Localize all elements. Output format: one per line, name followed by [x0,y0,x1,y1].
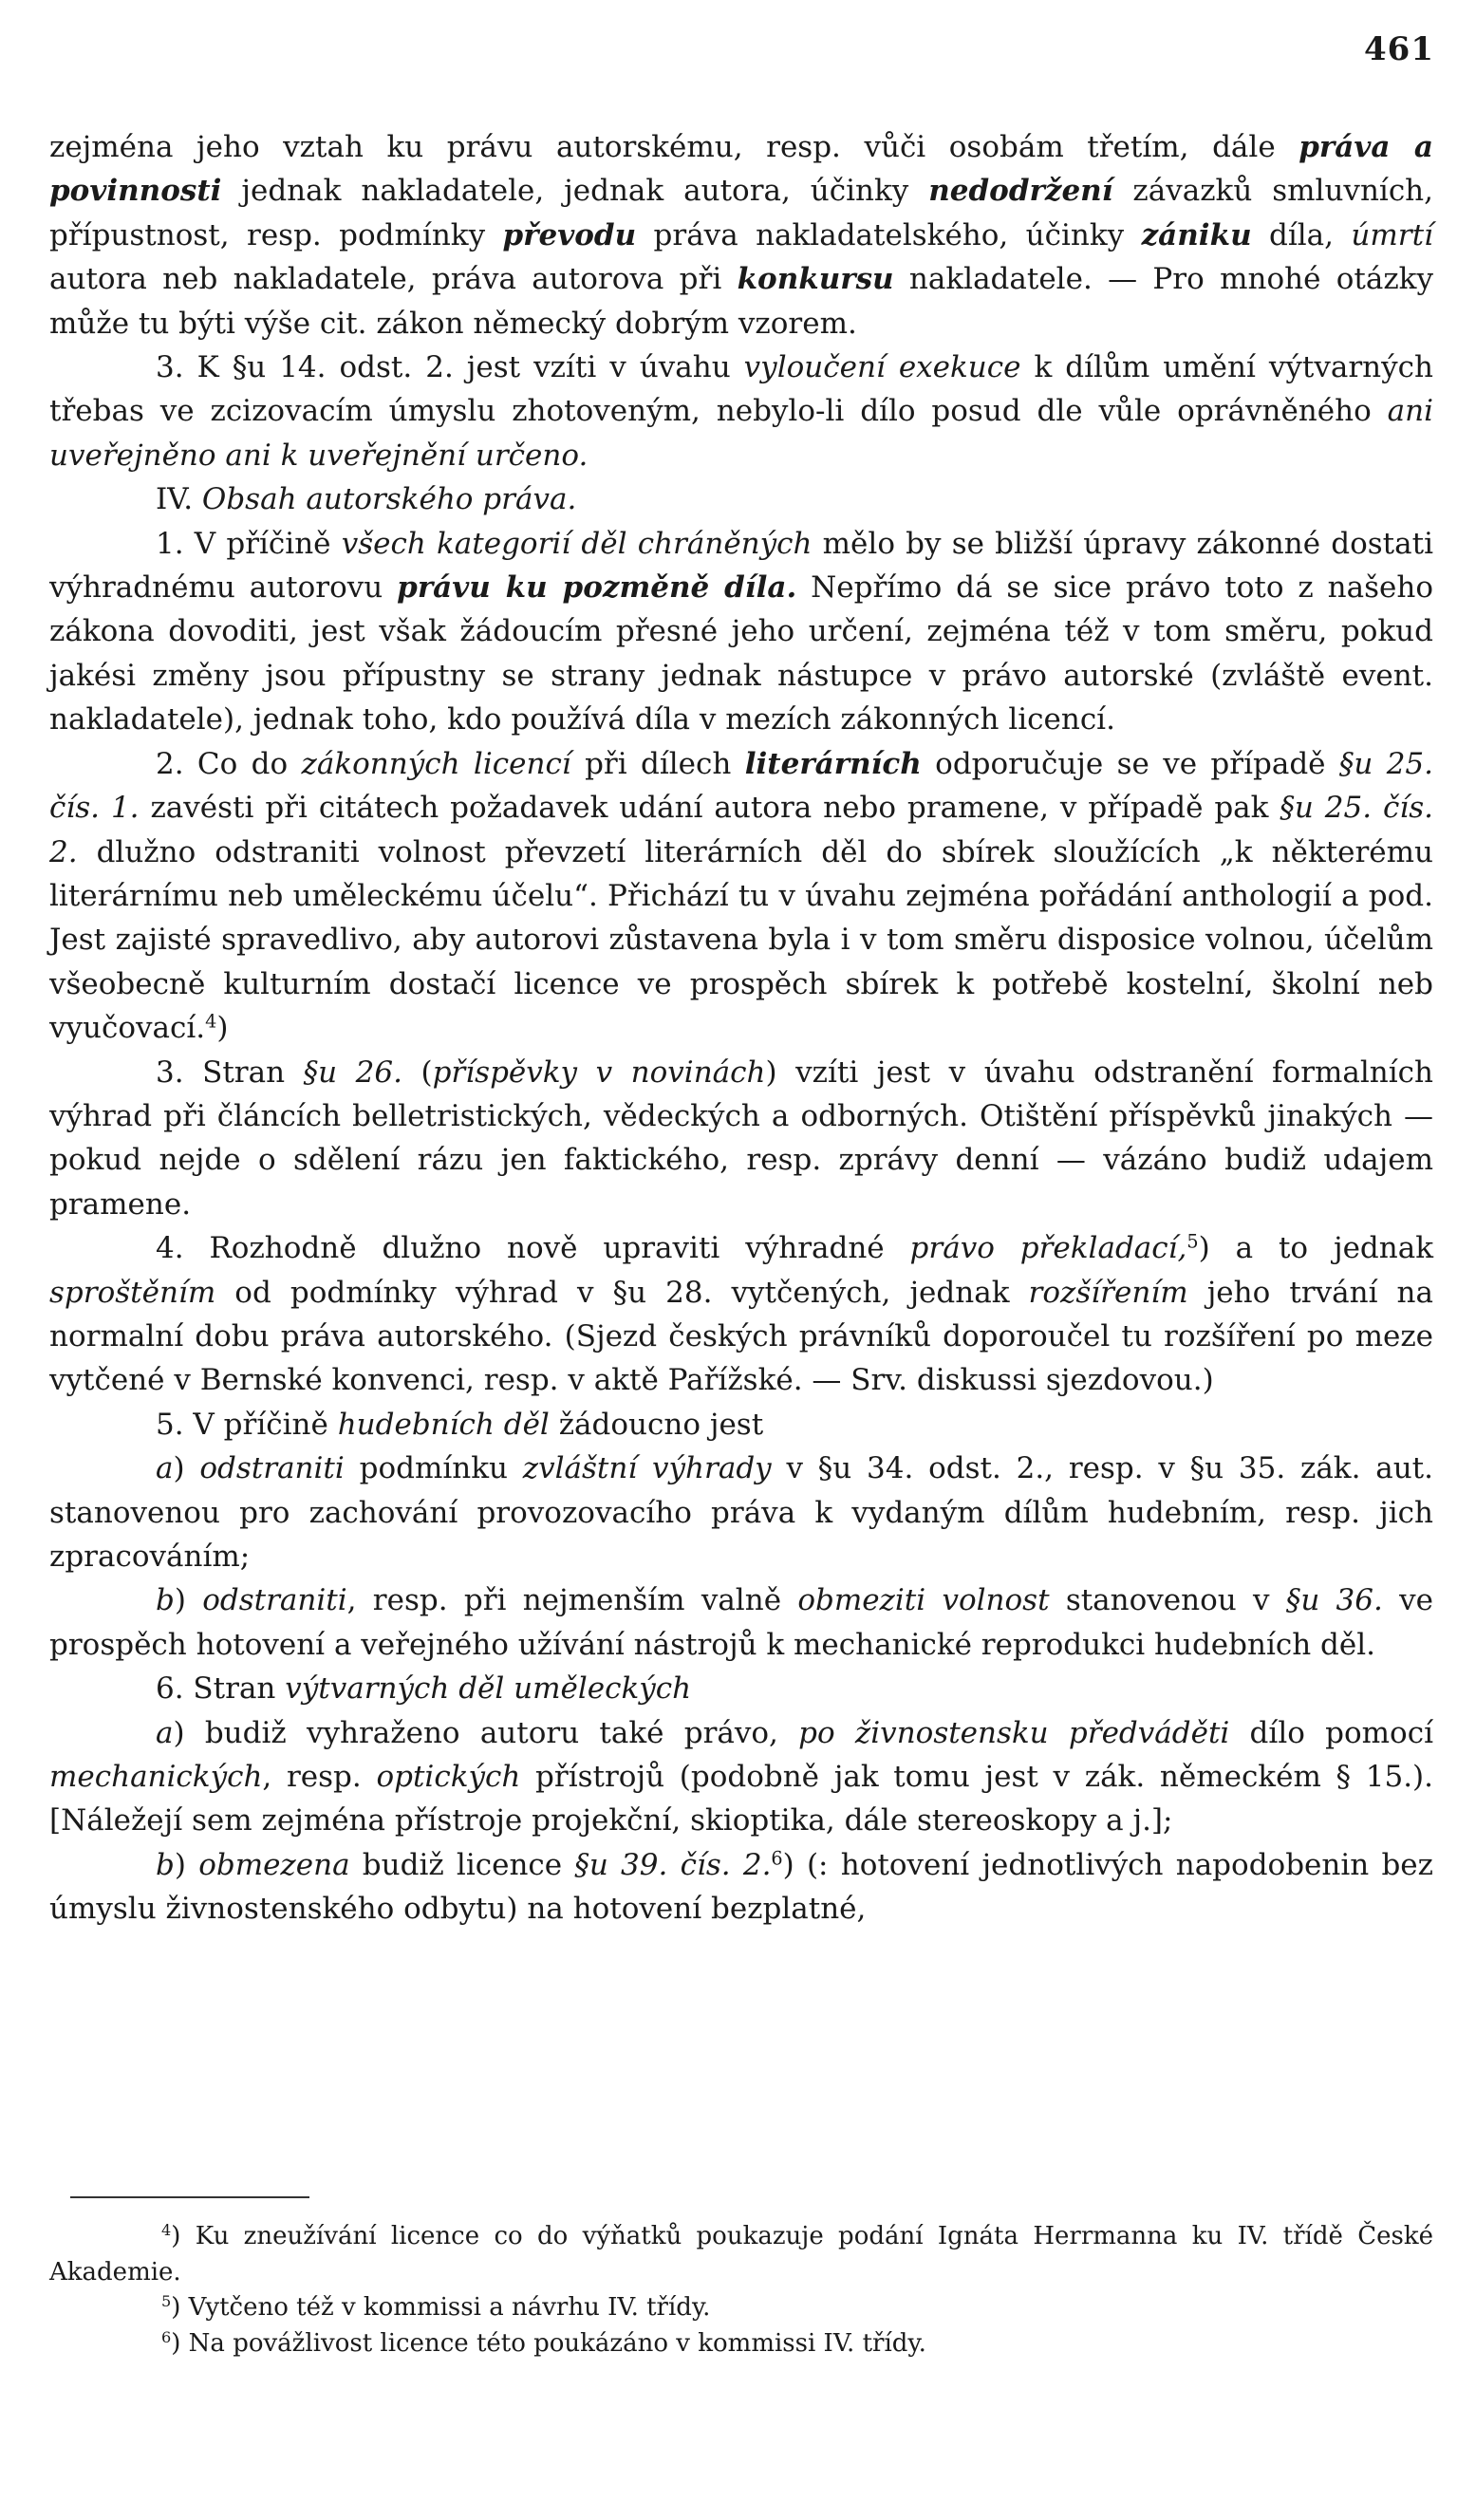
text-run: ) [174,1583,203,1618]
text-run: ( [402,1055,433,1090]
paragraph [49,742,1433,1051]
text-run: ) vzíti jest v úvahu odstranění formalních výhrad při článcích belletristických, vědeckých a odborných. Otištění příspěvků jinakých — pokud nejde o sdělení rázu jen faktického, resp. zprávy denní — vázáno budiž udajem pramene. [49,1055,1434,1222]
text-run: 3. K §u 14. odst. 2. jest vzíti v úvahu [156,350,744,385]
emphasis-text: nedodržení [928,174,1113,209]
emphasis-text: b [156,1583,175,1618]
emphasis-text: ani uveřejněno ani k uveřejnění určeno. [49,394,1433,473]
text-run: jeho trvání na normalní dobu práva autorského. (Sjezd českých právníků doporoučel tu rozšíření po meze vytčené v Bernské konvenci, resp. v aktě Pařížské. — Srv. diskussi sjezdovou.) [49,1275,1434,1398]
footnote-mark: 6 [161,2327,172,2346]
text-run: stanovenou v [1049,1583,1286,1618]
text-run: žádoucno jest [549,1407,764,1442]
emphasis-text: Obsah autorského práva. [201,482,577,517]
text-run: nakladatele. — Pro mnohé otázky může tu býti výše cit. zákon německý dobrým vzorem. [49,262,1433,341]
emphasis-text: §u 26. [303,1055,402,1090]
emphasis-text: obmezena [198,1847,350,1882]
footnote-text: Ku zneužívání licence co do výňatků poukazuje podání Ignáta Herrmanna ku IV. třídě České Akademie. [49,2222,1433,2287]
emphasis-text: odstraniti [199,1451,345,1486]
text-run: přístrojů (podobně jak tomu jest v zák. německém § 15.). [Náležejí sem zejména přístroje projekční, skioptika, dále stereoskopy a j.]; [49,1760,1433,1839]
paragraph [49,522,1433,742]
text-run: autora neb nakladatele, práva autorova při [49,262,738,297]
footnote-mark: 4 [161,2221,172,2240]
text-run: ) budiž vyhraženo autoru také právo, [173,1715,799,1750]
emphasis-text: §u 39. čís. 2. [574,1847,772,1882]
text-run: mělo by se bližší úpravy zákonné dostati výhradnému autorovu [49,526,1433,606]
text-run: , resp. při nejmenším valně [346,1583,798,1618]
paragraph [49,1578,1433,1667]
paragraph [49,1403,1433,1447]
emphasis-text: obmeziti volnost [797,1583,1050,1618]
text-run: při dílech [570,746,745,781]
footnotes [49,2219,1433,2361]
paragraph [49,1447,1433,1578]
text-run: IV. [156,482,202,517]
footnote-text: Na povážlivost licence této poukázáno v kommissi IV. třídy. [188,2328,926,2358]
text-run: ) a to jednak [1198,1231,1434,1266]
emphasis-text: vyloučení exekuce [743,350,1021,385]
emphasis-text: právo překladací, [909,1231,1187,1266]
paragraph [49,1667,1433,1710]
emphasis-text: úmrtí [1351,217,1433,252]
emphasis-text: literárních [744,746,922,781]
emphasis-text: zákonných licencí [301,746,571,781]
emphasis-text: sproštěním [49,1275,216,1310]
paragraph [49,1051,1433,1227]
text-run: práva nakladatelského, účinky [636,217,1142,252]
text-run: v §u 34. odst. 2., resp. v §u 35. zák. aut. stanovenou pro zachování provozovacího práva k vydaným dílům hudebním, resp. jich zpracováním; [49,1451,1433,1574]
footnote: $^5$) Vytčeno též v kommissi a návrhu IV. třídy. [161,2292,711,2322]
footnote-ref: 4 [205,1010,217,1033]
text-run: 3. Stran [156,1055,304,1090]
emphasis-text: §u 25. čís. 1. [49,746,1433,826]
text-run: dílo pomocí [1229,1715,1433,1750]
emphasis-text: optických [376,1760,521,1795]
text-run: ve prospěch hotovení a veřejného užívání nástrojů k mechanické reprodukci hudebních děl. [49,1583,1433,1662]
emphasis-text: a [156,1715,174,1750]
paragraph [49,1711,1433,1843]
emphasis-text: práva a povinnosti [49,130,1433,209]
main-text [49,125,1433,1932]
footnote-ref: 6 [771,1847,783,1870]
footnote: $^6$) Na povážlivost licence této poukázáno v kommissi IV. třídy. [161,2327,926,2358]
text-run: 2. Co do [156,746,302,781]
emphasis-text: §u 36. [1285,1583,1383,1618]
text-run: 6. Stran [156,1671,286,1707]
emphasis-text: zániku [1141,217,1252,252]
emphasis-text: po živnostensku předváděti [798,1715,1230,1750]
text-run: ) (: hotovení jednotlivých napodobenin bez úmyslu živnostenského odbytu) na hotovení bezplatné, [49,1847,1433,1927]
emphasis-text: právu ku pozměně díla. [397,570,797,606]
emphasis-text: rozšířením [1028,1275,1188,1310]
text-run: zavésti při citátech požadavek udání autora nebo pramene, v případě pak [139,791,1280,826]
emphasis-text: konkursu [737,262,894,297]
page-number: 461 [1364,30,1434,68]
text-run: zejména jeho vztah ku právu autorskému, resp. vůči osobám třetím, dále [49,130,1299,164]
emphasis-text: převodu [502,217,637,252]
text-run: podmínku [344,1451,523,1486]
footnote-text: Vytčeno též v kommissi a návrhu IV. třídy. [188,2293,711,2322]
text-run: , resp. [262,1760,377,1795]
text-run: ) [173,1451,200,1486]
footnote-ref: 5 [1186,1230,1199,1253]
paragraph [49,125,1433,345]
text-run: od podmínky výhrad v §u 28. vytčených, jednak [215,1275,1029,1310]
text-run: jednak nakladatele, jednak autora, účinky [221,174,929,209]
section-heading [49,477,1433,521]
paragraph [49,1226,1433,1403]
text-run: ) [174,1847,199,1882]
emphasis-text: mechanických [49,1760,263,1795]
text-run: budiž licence [349,1847,575,1882]
text-run: Nepřímo dá se sice právo toto z našeho zákona dovoditi, jest však žádoucím přesné jeho určení, zejména též v tom směru, pokud jakési změny jsou přípustny se strany jednak nástupce v právo autorské (zvláště event. nakladatele), jednak toho, kdo používá díla v mezích zákonných licencí. [49,570,1433,737]
text-run: závazků smluvních, přípustnost, resp. podmínky [49,174,1433,252]
footnote: $^4$) Ku zneužívání licence co do výňatků poukazuje podání Ignáta Herrmanna ku IV. třídě České Akademie. [49,2221,1433,2287]
text-run: odporučuje se ve případě [921,746,1339,781]
text-run: ) [216,1011,229,1046]
emphasis-text: b [156,1847,175,1882]
emphasis-text: zvláštní výhrady [522,1451,772,1486]
emphasis-text: §u 25. čís. 2. [49,791,1433,869]
paragraph [49,345,1433,477]
text-run: k dílům umění výtvarných třebas ve zcizovacím úmyslu zhotoveným, nebylo-li dílo posud dle vůle oprávněného [49,350,1433,429]
text-run: 5. V příčině [156,1407,338,1442]
footnote-separator [70,2196,309,2198]
text-run: 1. V příčině [156,526,342,561]
footnote-mark: 5 [161,2292,172,2311]
paragraph [49,1843,1433,1932]
text-run: dlužno odstraniti volnost převzetí literárních děl do sbírek sloužících „k některému literárnímu neb uměleckému účelu“. Přichází tu v úvahu zejména pořádání anthologií a pod. Jest zajisté spravedlivo, aby autorovi zůstavena byla i v tom směru disposice volnou, účelům všeobecně kulturním dostačí licence ve prospěch sbírek k potřebě kostelní, školní neb vyučovací. [49,834,1433,1046]
emphasis-text: hudebních děl [337,1407,550,1442]
emphasis-text: odstraniti [202,1583,347,1618]
emphasis-text: všech kategorií děl chráněných [341,526,813,561]
text-run: 4. Rozhodně dlužno nově upraviti výhradné [156,1231,910,1266]
text-run: díla, [1251,217,1352,252]
emphasis-text: příspěvky v novinách [432,1055,766,1090]
emphasis-text: a [156,1451,174,1486]
emphasis-text: výtvarných děl uměleckých [285,1671,692,1707]
